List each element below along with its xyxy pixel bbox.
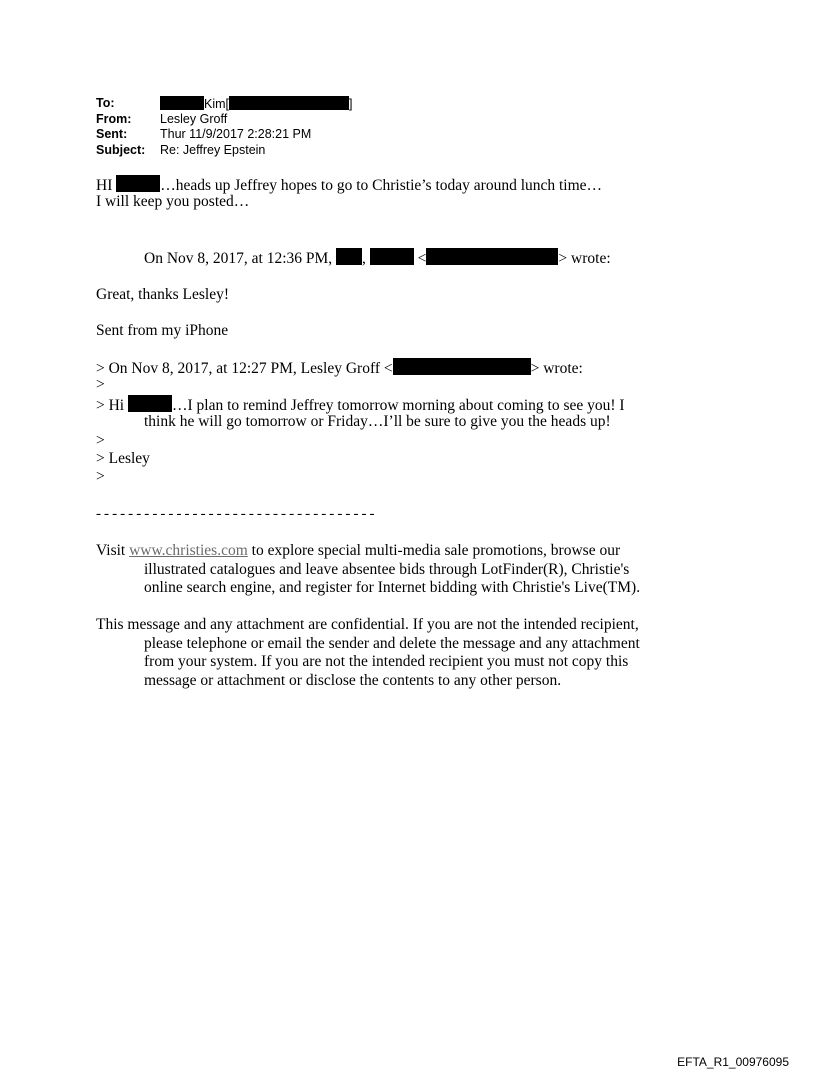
quote-intro-lt: < [417, 250, 427, 267]
from-label: From: [96, 111, 132, 126]
conf-line-4: message or attachment or disclose the contents to any other person. [144, 671, 562, 689]
from-value: Lesley Groff [160, 111, 228, 126]
christies-link[interactable]: www.christies.com [129, 542, 248, 559]
visit-paragraph [96, 542, 640, 598]
quoted-line-3-start: > Hi [96, 397, 125, 414]
to-name: Kim[ [204, 97, 229, 111]
redaction-box [393, 358, 531, 375]
subject-label: Subject: [96, 142, 146, 157]
conf-line-3: from your system. If you are not the intended recipient you must not copy this [144, 653, 629, 670]
quote-intro-comma: , [362, 250, 366, 267]
redaction-box [229, 96, 349, 110]
visit-word: Visit [96, 542, 126, 559]
document-id: EFTA_R1_00976095 [677, 1055, 789, 1069]
greeting-word: HI [96, 177, 113, 194]
redaction-box [370, 248, 414, 265]
quoted-line-3-cont: think he will go tomorrow or Friday…I’ll be sure to give you the heads up! [144, 413, 611, 430]
quoted-line-4: > [96, 432, 105, 449]
reply-line-2: Sent from my iPhone [96, 322, 229, 339]
body-line-2: I will keep you posted… [96, 193, 250, 210]
quoted-line-2: > [96, 376, 105, 393]
quoted-line-3 [96, 395, 625, 415]
greeting-rest: …heads up Jeffrey hopes to go to Christie’s today around lunch time… [160, 177, 603, 194]
visit-line-1 [96, 542, 640, 561]
separator-line: ----------------------------------- [96, 506, 378, 522]
confidentiality-paragraph [96, 616, 640, 690]
redaction-box [116, 175, 160, 192]
quoted-line-1 [96, 358, 583, 378]
visit-rest: to explore special multi-media sale promotions, browse our [251, 542, 621, 559]
quoted-line-1-text: > On Nov 8, 2017, at 12:27 PM, Lesley Groff < [96, 360, 393, 377]
visit-line-3: online search engine, and register for Internet bidding with Christie's Live(TM). [144, 579, 641, 596]
quoted-line-6: > [96, 468, 105, 485]
quote-intro-text: On Nov 8, 2017, at 12:36 PM, [144, 250, 333, 267]
conf-line-2: please telephone or email the sender and delete the message and any attachment [144, 634, 640, 652]
visit-line-2: illustrated catalogues and leave absentee bids through LotFinder(R), Christie's [144, 560, 630, 578]
sent-label: Sent: [96, 127, 128, 141]
redaction-box [160, 96, 204, 110]
to-close: ] [349, 97, 353, 111]
quote-intro [144, 248, 611, 268]
redaction-box [336, 248, 362, 265]
conf-line-1: This message and any attachment are confidential. If you are not the intended recipient, [96, 616, 639, 633]
body-line-1 [96, 175, 602, 195]
redaction-box [128, 395, 172, 412]
quoted-line-5: > Lesley [96, 450, 150, 467]
to-label: To: [96, 96, 115, 110]
reply-line-1: Great, thanks Lesley! [96, 286, 229, 303]
redaction-box [426, 248, 558, 265]
quoted-line-3-rest: …I plan to remind Jeffrey tomorrow morning about coming to see you! I [172, 397, 625, 414]
sent-value: Thur 11/9/2017 2:28:21 PM [160, 127, 312, 141]
quoted-line-1-end: > wrote: [530, 360, 583, 377]
to-value [160, 96, 352, 113]
quote-intro-end: > wrote: [558, 250, 611, 267]
subject-value: Re: Jeffrey Epstein [160, 142, 266, 157]
